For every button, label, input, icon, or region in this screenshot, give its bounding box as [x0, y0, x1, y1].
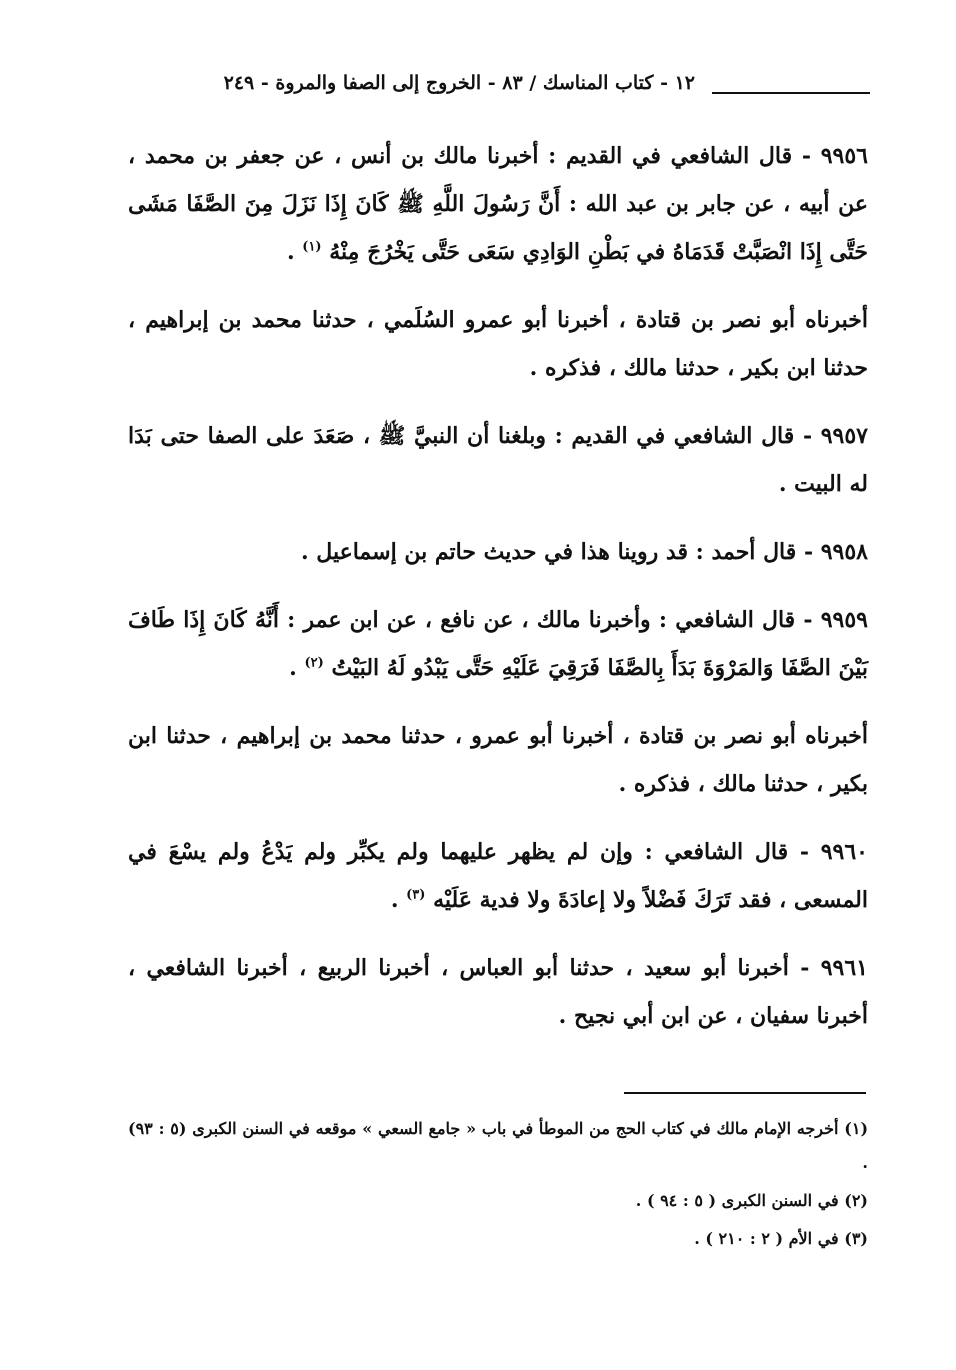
footnote-2: (٢) في السنن الكبرى ( ٥ : ٩٤ ) .: [635, 1191, 868, 1210]
footnote-3: (٣) في الأم ( ٢ : ٢١٠ ) .: [694, 1229, 868, 1248]
isnad-chain-2: [128, 712, 868, 808]
paragraph-text: أخبرناه أبو نصر بن قتادة ، أخبرنا أبو عمرو ، حدثنا محمد بن إبراهيم ، حدثنا ابن بكير ، حدثنا مالك ، فذكره .: [128, 723, 868, 797]
page-header: [120, 68, 870, 108]
hadith-9960: [128, 828, 868, 924]
isnad-chain-1: [128, 296, 868, 392]
running-header-title: ١٢ - كتاب المناسك / ٨٣ - الخروج إلى الصفا والمروة - ٢٤٩: [223, 72, 695, 94]
paragraph-text: ٩٩٥٧ - قال الشافعي في القديم : وبلغنا أن النبيَّ ﷺ ، صَعَدَ على الصفا حتى بَدَا له البيت .: [128, 423, 868, 497]
paragraph-text: ٩٩٥٨ - قال أحمد : قد روينا هذا في حديث حاتم بن إسماعيل .: [300, 539, 868, 565]
hadith-9958: [128, 528, 868, 576]
hadith-9956: [128, 132, 868, 276]
paragraph-text: ٩٩٥٩ - قال الشافعي : وأخبرنا مالك ، عن نافع ، عن ابن عمر : أَنَّهُ كَانَ إِذَا طَافَ بَيْنَ الصَّفَا وَالمَرْوَةَ بَدَأَ بِالصَّفَا فَرَقِيَ عَلَيْهِ حَتَّى يَبْدُو لَهُ البَيْتُ: [128, 607, 868, 681]
paragraph-text: أخبرناه أبو نصر بن قتادة ، أخبرنا أبو عمرو السُلَمي ، حدثنا محمد بن إبراهيم ، حدثنا ابن بكير ، حدثنا مالك ، فذكره .: [128, 307, 868, 381]
footnote-ref-2[interactable]: (٢): [304, 655, 324, 671]
header-rule: [712, 92, 870, 94]
hadith-9959: [128, 596, 868, 692]
footnote-separator: [624, 1092, 866, 1094]
paragraph-text: ٩٩٦١ - أخبرنا أبو سعيد ، حدثنا أبو العباس ، أخبرنا الربيع ، أخبرنا الشافعي ، أخبرنا سفيان ، عن ابن أبي نجيح .: [128, 955, 868, 1029]
paragraph-text: ٩٩٥٦ - قال الشافعي في القديم : أخبرنا مالك بن أنس ، عن جعفر بن محمد ، عن أبيه ، عن جابر بن عبد الله : أَنَّ رَسُولَ اللَّهِ ﷺ كَانَ إِذَا نَزَلَ مِنَ الصَّفَا مَشَى حَتَّى إِذَا انْصَبَّتْ قَدَمَاهُ في بَطْنِ الوَادِي سَعَى حَتَّى يَخْرُجَ مِنْهُ: [128, 143, 868, 265]
paragraph-text: ٩٩٦٠ - قال الشافعي : وإن لم يظهر عليهما ولم يكبِّر ولم يَدْعُ ولم يسْعَ في المسعى ، فقد تَرَكَ فَضْلاً ولا إعادَةَ ولا فدية عَلَيْه: [128, 839, 868, 913]
paragraph-tail: .: [390, 887, 407, 913]
hadith-9961: [128, 944, 868, 1040]
paragraph-tail: .: [289, 655, 305, 681]
main-text: [128, 132, 868, 1060]
hadith-9957: [128, 412, 868, 508]
footnote-ref-3[interactable]: (٣): [406, 887, 426, 903]
footnote-ref-1[interactable]: (١): [302, 239, 322, 255]
paragraph-tail: .: [286, 239, 303, 265]
footnotes: [128, 1112, 868, 1260]
footnote-1: (١) أخرجه الإمام مالك في كتاب الحج من الموطأ في باب « جامع السعي » موقعه في السنن الكبرى (٥ : ٩٣) .: [128, 1119, 869, 1172]
